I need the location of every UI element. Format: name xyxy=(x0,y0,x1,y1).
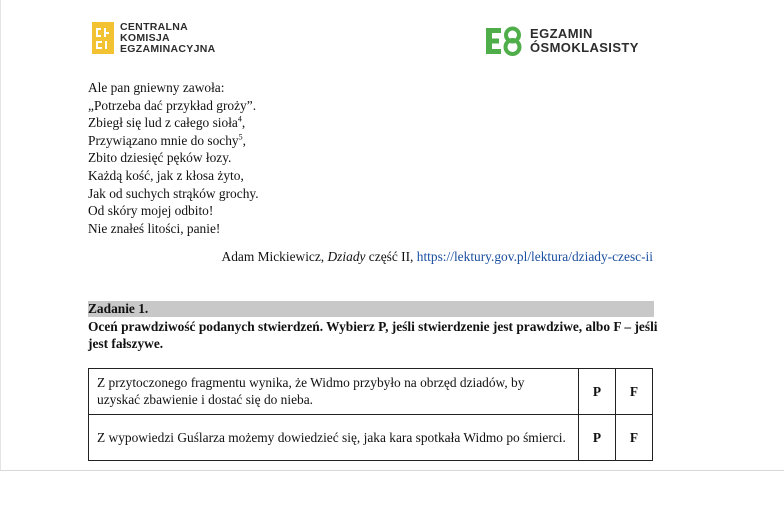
footnote-marker: 5 xyxy=(238,132,243,142)
poem-line: Zbito dziesięć pęków łozy. xyxy=(88,150,232,166)
true-option-button[interactable]: P xyxy=(579,415,616,461)
cke-logo-mark-icon xyxy=(92,22,114,54)
e8-logo xyxy=(484,26,639,56)
statement-text: Z wypowiedzi Guślarza możemy dowiedzieć się, jaka kara spotkała Widmo po śmierci. xyxy=(89,415,579,461)
poem-line: Każdą kość, jak z kłosa żyto, xyxy=(88,167,244,183)
cke-logo-line: KOMISJA xyxy=(120,32,170,44)
poem-line xyxy=(88,114,259,132)
task-header-bar xyxy=(88,301,654,317)
table-row xyxy=(89,415,653,461)
poem-line: „Potrzeba dać przykład groży”. xyxy=(88,97,257,113)
source-citation xyxy=(222,249,653,265)
cke-logo-text xyxy=(120,22,216,55)
cke-logo-line: CENTRALNA xyxy=(120,21,189,33)
poem-line: Ale pan gniewny zawoła: xyxy=(88,80,225,95)
poem-line xyxy=(88,132,259,150)
poem-line-text: Zbiegł się lud z całego sioła xyxy=(88,115,238,131)
source-author: Adam Mickiewicz, xyxy=(221,249,328,264)
source-part: część II, xyxy=(365,249,417,264)
true-option-button[interactable]: P xyxy=(579,369,616,415)
page-left-edge xyxy=(0,0,1,470)
poem-punctuation: , xyxy=(242,132,246,148)
cke-logo-line: EGZAMINACYJNA xyxy=(120,43,216,55)
poem-punctuation: , xyxy=(241,115,246,131)
e8-logo-text xyxy=(530,27,639,56)
poem-line: Nie znałeś litości, panie! xyxy=(88,220,221,236)
page-bottom-edge xyxy=(0,470,784,471)
source-work-title: Dziady xyxy=(327,249,366,264)
e8-logo-mark-icon xyxy=(484,26,524,56)
statements-table xyxy=(88,368,653,461)
source-link[interactable]: https://lektury.gov.pl/lektura/dziady-czesc-ii xyxy=(416,249,653,264)
e8-logo-line: ÓSMOKLASISTY xyxy=(530,40,639,55)
poem-line: Jak od suchych strąków grochy. xyxy=(88,185,259,201)
false-option-button[interactable]: F xyxy=(616,415,653,461)
cke-logo xyxy=(92,22,216,55)
footnote-marker: 4 xyxy=(237,114,242,124)
poem-line-text: Przywiązano mnie do sochy xyxy=(88,132,239,148)
table-row xyxy=(89,369,653,415)
false-option-button[interactable]: F xyxy=(616,369,653,415)
e8-logo-line: EGZAMIN xyxy=(530,25,593,41)
task-instruction: Oceń prawdziwość podanych stwierdzeń. Wybierz P, jeśli stwierdzenie jest prawdziwe, albo F – jeśli jest fałszywe. xyxy=(88,319,658,351)
statement-text: Z przytoczonego fragmentu wynika, że Widmo przybyło na obrzęd dziadów, by uzyskać zbawienie i dostać się do nieba. xyxy=(89,369,579,415)
poem-line: Od skóry mojej odbito! xyxy=(88,203,214,219)
task-title: Zadanie 1. xyxy=(88,301,149,316)
poem-fragment xyxy=(88,79,259,237)
